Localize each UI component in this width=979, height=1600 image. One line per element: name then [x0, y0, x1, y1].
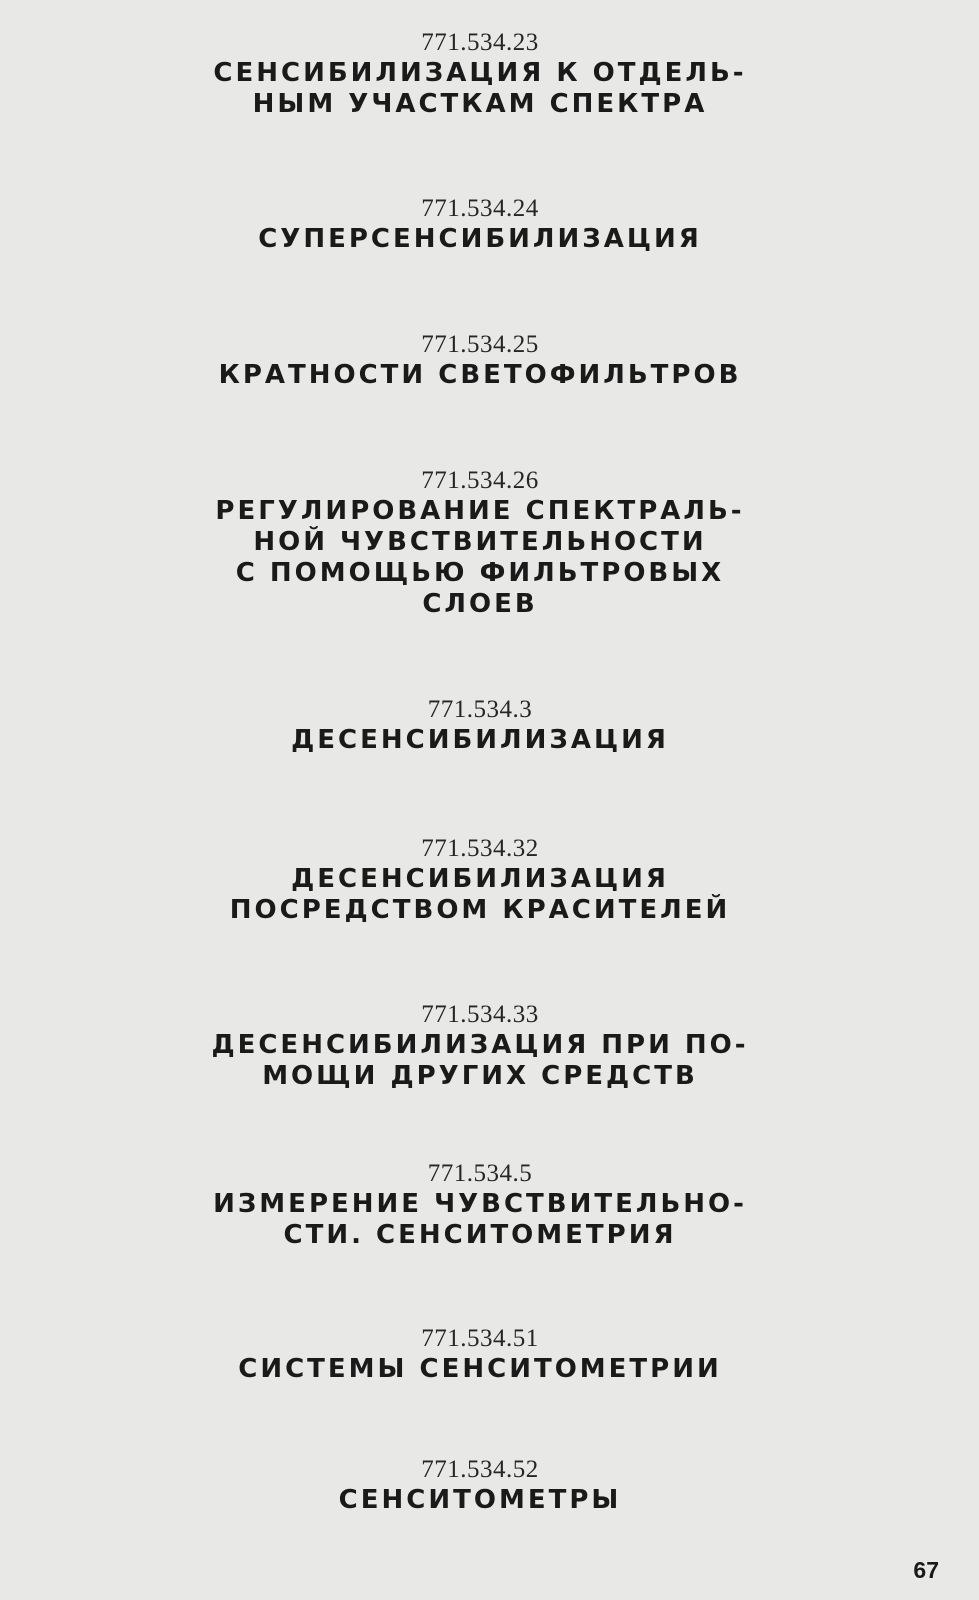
page-number: 67 — [913, 1557, 939, 1583]
entry-code: 771.534.26 — [421, 467, 539, 494]
entry-title-line: ДЕСЕНСИБИЛИЗАЦИЯ — [291, 864, 669, 894]
entry-title-line: КРАТНОСТИ СВЕТОФИЛЬТРОВ — [218, 360, 742, 390]
entry-code: 771.534.33 — [421, 1001, 539, 1028]
entry-code: 771.534.51 — [421, 1325, 539, 1352]
catalog-entry — [0, 1159, 960, 1251]
entry-code: 771.534.52 — [421, 1456, 539, 1483]
catalog-entry — [0, 194, 960, 255]
entry-code: 771.534.32 — [421, 835, 539, 862]
entry-title-line: СТИ. СЕНСИТОМЕТРИЯ — [283, 1220, 677, 1250]
catalog-entry — [0, 28, 960, 120]
catalog-entry — [0, 1324, 960, 1385]
entry-title-line: НЫМ УЧАСТКАМ СПЕКТРА — [252, 89, 708, 119]
entry-code: 771.534.23 — [421, 29, 539, 56]
catalog-entry — [0, 466, 960, 620]
entry-title-line: С ПОМОЩЬЮ ФИЛЬТРОВЫХ — [235, 558, 725, 588]
entry-code: 771.534.24 — [421, 195, 539, 222]
entry-title-line: СЛОЕВ — [422, 589, 538, 619]
entry-title-line: РЕГУЛИРОВАНИЕ СПЕКТРАЛЬ- — [215, 496, 745, 526]
entry-title-line: НОЙ ЧУВСТВИТЕЛЬНОСТИ — [253, 527, 707, 557]
entry-title-line: ДЕСЕНСИБИЛИЗАЦИЯ — [291, 725, 669, 755]
entry-title-line: СЕНСИТОМЕТРЫ — [338, 1485, 622, 1515]
catalog-entry — [0, 1000, 960, 1092]
entry-title-line: СУПЕРСЕНСИБИЛИЗАЦИЯ — [258, 224, 702, 254]
entry-title-line: СЕНСИБИЛИЗАЦИЯ К ОТДЕЛЬ- — [213, 58, 747, 88]
entry-code: 771.534.25 — [421, 331, 539, 358]
catalog-entry — [0, 834, 960, 926]
entry-code: 771.534.5 — [427, 1160, 533, 1187]
catalog-entry — [0, 695, 960, 756]
entry-title-line: СИСТЕМЫ СЕНСИТОМЕТРИИ — [238, 1354, 722, 1384]
catalog-entry — [0, 330, 960, 391]
entry-title-line: ИЗМЕРЕНИЕ ЧУВСТВИТЕЛЬНО- — [213, 1189, 747, 1219]
entry-title-line: ПОСРЕДСТВОМ КРАСИТЕЛЕЙ — [229, 895, 731, 925]
entry-title-line: МОЩИ ДРУГИХ СРЕДСТВ — [262, 1061, 698, 1091]
catalog-entry — [0, 1455, 960, 1516]
entry-title-line: ДЕСЕНСИБИЛИЗАЦИЯ ПРИ ПО- — [211, 1030, 749, 1060]
entry-code: 771.534.3 — [427, 696, 533, 723]
